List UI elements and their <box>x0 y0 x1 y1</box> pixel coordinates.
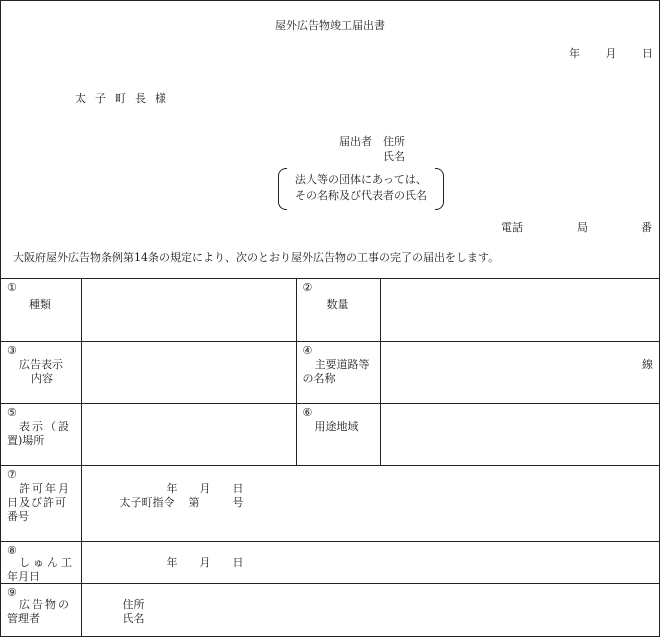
permit-dai-label: 第 <box>188 496 200 509</box>
corporate-note-text <box>278 172 444 204</box>
road-name-label-1: 主要道路等 <box>314 358 370 371</box>
permit-label-cell <box>1 466 81 542</box>
manager-address-label: 住所 <box>122 598 145 611</box>
permit-prefix-label: 太子町指令 <box>119 496 175 509</box>
road-name-label-2: の名称 <box>302 372 336 385</box>
completion-label-cell <box>1 542 81 584</box>
kind-label: 種類 <box>29 298 51 311</box>
completion-field[interactable] <box>81 542 659 584</box>
addressee: 太子町長様 <box>75 92 175 105</box>
day-label: 日 <box>642 47 653 60</box>
manager-label-2: 管理者 <box>7 612 40 625</box>
row-manager <box>1 584 659 637</box>
ad-content-label-2: 内容 <box>31 372 53 385</box>
quantity-label: 数量 <box>326 298 349 311</box>
row-location-zone <box>1 404 659 466</box>
applicant-address-label: 住所 <box>383 135 405 148</box>
phone-exchange-label: 局 <box>577 221 588 234</box>
circle-number-3: ③ <box>7 344 17 357</box>
kind-field[interactable] <box>81 279 296 342</box>
circle-number-2: ② <box>302 281 313 294</box>
year-label: 年 <box>569 47 580 60</box>
ad-content-label-1: 広告表示 <box>19 358 63 371</box>
kind-label-cell <box>1 279 81 342</box>
manager-label-cell <box>1 584 81 637</box>
phone-number-label: 番 <box>641 221 652 234</box>
zone-label-cell <box>296 404 380 466</box>
zone-label: 用途地域 <box>314 420 359 433</box>
ad-content-field[interactable] <box>81 342 296 404</box>
permit-month-label: 月 <box>199 482 211 495</box>
corporate-note <box>278 168 444 208</box>
completion-label-2: 年月日 <box>7 570 40 583</box>
circle-number-6: ⑥ <box>302 406 313 419</box>
permit-day-label: 日 <box>232 482 244 495</box>
circle-number-4: ④ <box>302 344 313 357</box>
circle-number-7: ⑦ <box>7 468 17 481</box>
circle-number-8: ⑧ <box>7 544 17 557</box>
permit-label-1: 許可年月 <box>19 482 71 495</box>
form-title: 屋外広告物竣工届出書 <box>275 19 385 32</box>
phone-label: 電話 <box>501 221 523 234</box>
applicant-label: 届出者 <box>339 135 372 148</box>
road-name-label-cell <box>296 342 380 404</box>
manager-label-1: 広告物の <box>19 598 71 611</box>
road-suffix-label: 線 <box>642 358 653 371</box>
statement-text: 大阪府屋外広告物条例第14条の規定により、次のとおり屋外広告物の工事の完了の届出をします。 <box>13 251 500 264</box>
corporate-note-line2: その名称及び代表者の氏名 <box>295 189 427 202</box>
circle-number-1: ① <box>7 281 17 294</box>
circle-number-5: ⑤ <box>7 406 17 419</box>
row-completion <box>1 542 659 584</box>
month-label: 月 <box>605 47 617 60</box>
quantity-field[interactable] <box>380 279 659 342</box>
permit-year-label: 年 <box>166 482 178 495</box>
manager-field[interactable] <box>81 584 659 637</box>
zone-field[interactable] <box>380 404 659 466</box>
permit-label-3: 番号 <box>7 510 29 523</box>
permit-go-label: 号 <box>232 496 244 509</box>
completion-year-label: 年 <box>166 556 178 569</box>
location-field[interactable] <box>81 404 296 466</box>
form-table <box>1 278 659 637</box>
corporate-note-line1: 法人等の団体にあっては、 <box>295 173 427 186</box>
completion-label-1: しゅん工 <box>19 556 75 569</box>
location-label-2: 置)場所 <box>7 434 45 447</box>
row-permit <box>1 466 659 542</box>
date-line <box>569 45 653 61</box>
circle-number-9: ⑨ <box>7 586 17 599</box>
location-label-cell <box>1 404 81 466</box>
completion-day-label: 日 <box>232 556 244 569</box>
applicant-name-label: 氏名 <box>383 150 405 163</box>
permit-field[interactable] <box>81 466 659 542</box>
manager-name-label: 氏名 <box>122 612 145 625</box>
road-name-field[interactable] <box>380 342 659 404</box>
row-kind-quantity <box>1 279 659 342</box>
permit-label-2: 日及び許可 <box>7 496 67 509</box>
ad-content-label-cell <box>1 342 81 404</box>
location-label-1: 表示（設 <box>19 420 71 433</box>
quantity-label-cell <box>296 279 380 342</box>
row-content-road <box>1 342 659 404</box>
completion-month-label: 月 <box>199 556 211 569</box>
